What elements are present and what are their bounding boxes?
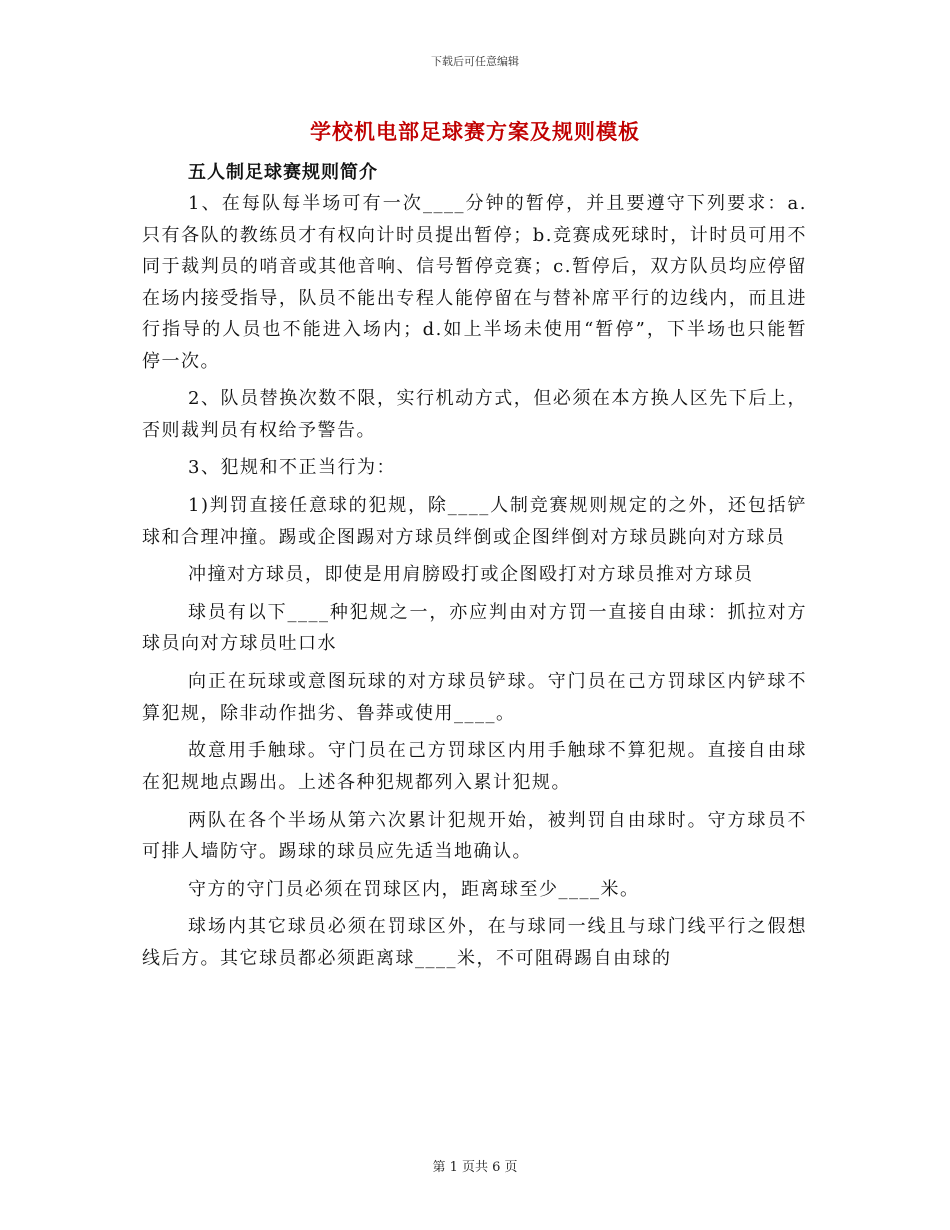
paragraph-accumulated-fouls: 两队在各个半场从第六次累计犯规开始，被判罚自由球时。守方球员不可排人墙防守。踢球的球员应先适当地确认。 (142, 809, 807, 862)
paragraph-other-players: 球场内其它球员必须在罚球区外，在与球同一线且与球门线平行之假想线后方。其它球员都必须距离球____米，不可阻碍踢自由球的 (142, 916, 807, 969)
paragraph-handball: 故意用手触球。守门员在己方罚球区内用手触球不算犯规。直接自由球在犯规地点踢出。上述各种犯规都列入累计犯规。 (142, 740, 807, 793)
header-note: 下载后可任意编辑 (431, 55, 519, 68)
paragraph-timeout-rules: 1、在每队每半场可有一次____分钟的暂停，并且要遵守下列要求：a.只有各队的教练员才有权向计时员提出暂停；b.竞赛成死球时，计时员可用不同于裁判员的哨音或其他音响、信号暂停竞赛；c.暂停后，双方队员均应停留在场内接受指导，队员不能出专程人能停留在与替补席平行的边线内，而且进行指导的人员也不能进入场内；d.如上半场未使用“暂停”，下半场也只能暂停一次。 (142, 193, 807, 372)
paragraph-direct-free-kick-fouls: 1)判罚直接任意球的犯规，除____人制竞赛规则规定的之外，还包括铲球和合理冲撞。踢或企图踢对方球员绊倒或企图绊倒对方球员跳向对方球员 (142, 495, 807, 548)
document-title: 学校机电部足球赛方案及规则模板 (310, 119, 640, 144)
paragraph-charging: 冲撞对方球员，即使是用肩膀殴打或企图殴打对方球员推对方球员 (188, 564, 754, 586)
document-body (142, 188, 807, 981)
section-heading: 五人制足球赛规则简介 (188, 162, 378, 183)
paragraph-fouls-heading: 3、犯规和不正当行为： (188, 457, 396, 479)
page-number: 第 1 页共 6 页 (432, 1160, 518, 1175)
paragraph-holding-spitting: 球员有以下____种犯规之一，亦应判由对方罚一直接自由球：抓拉对方球员向对方球员吐口水 (142, 601, 807, 655)
paragraph-goalkeeper-distance: 守方的守门员必须在罚球区内，距离球至少____米。 (188, 878, 640, 900)
paragraph-sliding-tackle: 向正在玩球或意图玩球的对方球员铲球。守门员在己方罚球区内铲球不算犯规，除非动作拙劣、鲁莽或使用____。 (142, 671, 807, 724)
paragraph-substitution: 2、队员替换次数不限，实行机动方式，但必须在本方换人区先下后上，否则裁判员有权给予警告。 (142, 388, 807, 441)
